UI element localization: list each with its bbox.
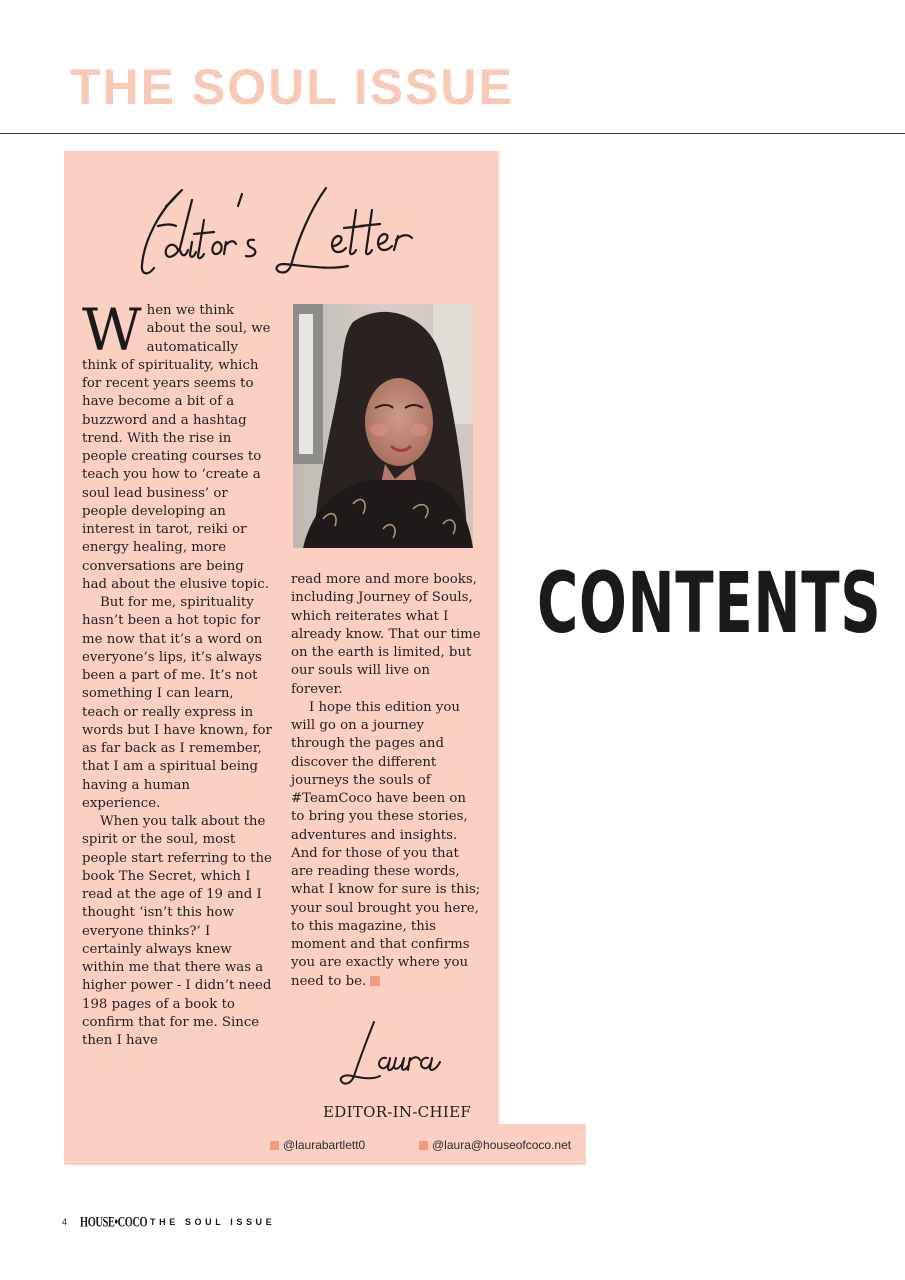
square-bullet-icon: [270, 1141, 279, 1150]
end-mark-icon: [370, 976, 380, 986]
letter-paragraph-2: But for me, spirituality hasn’t been a hot topic for me now that it’s a word on everyone’s lips, it’s always been a part of me. It’s not something I can learn, teach or really express in words but I have known, for as far back as I remember, that I am a spiritual being having a human experience.: [82, 595, 272, 811]
square-bullet-icon: [419, 1141, 428, 1150]
footer-issue-title: THE SOUL ISSUE: [150, 1217, 276, 1227]
social-handle-text: @laurabartlett0: [283, 1138, 366, 1152]
editors-letter-script-title: [130, 180, 440, 280]
signature-laura: [336, 1018, 446, 1090]
signature-drawing: [336, 1018, 446, 1090]
letter-paragraph-4: I hope this edition you will go on a journey through the pages and discover the different journeys the souls of #TeamCoco have been on to bring you these stories, adventures and insights. And for those of you that are reading these words, what I know for sure is this; your soul brought you here, to this magazine, this moment and that confirms you are exactly where you need to be.: [291, 699, 481, 989]
editor-role: EDITOR-IN-CHIEF: [323, 1103, 472, 1121]
social-handle-instagram[interactable]: [270, 1138, 365, 1152]
social-handle-text: @laura@houseofcoco.net: [432, 1138, 572, 1152]
editor-portrait-photo: [293, 304, 473, 548]
page-number: 4: [62, 1217, 68, 1227]
dropcap: W: [82, 296, 142, 364]
issue-title: THE SOUL ISSUE: [70, 59, 514, 115]
editors-letter-script-drawing: [130, 180, 440, 280]
header-rule: [0, 133, 905, 134]
letter-paragraph-1: hen we think about the soul, we automatically think of spirituality, which for recent years seems to have become a bit of a buzzword and a hashtag trend. With the rise in people creating courses to teach you how to ‘create a soul lead business’ or people developing an interest in tarot, reiki or energy healing, more conversations are being had about the elusive topic.: [82, 303, 271, 592]
contents-heading: CONTENTS: [537, 554, 882, 652]
editor-portrait-illustration: [293, 304, 473, 548]
letter-left-column: [82, 296, 272, 1050]
letter-paragraph-3: When you talk about the spirit or the soul, most people start referring to the book The Secret, which I read at the age of 19 and I thought ‘isn’t this how everyone thinks?’ I certainly always knew within me that there was a higher power - I didn’t need 198 pages of a book to confirm that for me. Since then I have: [82, 814, 272, 1048]
letter-paragraph-3-continued: read more and more books, including Journey of Souls, which reiterates what I already know. That our time on the earth is limited, but our souls will live on forever.: [291, 572, 481, 697]
page-footer: [62, 1214, 275, 1230]
brand-logo: HOUSE•COCO: [80, 1213, 148, 1230]
social-handle-email[interactable]: [419, 1138, 571, 1152]
letter-right-column: [291, 571, 481, 991]
